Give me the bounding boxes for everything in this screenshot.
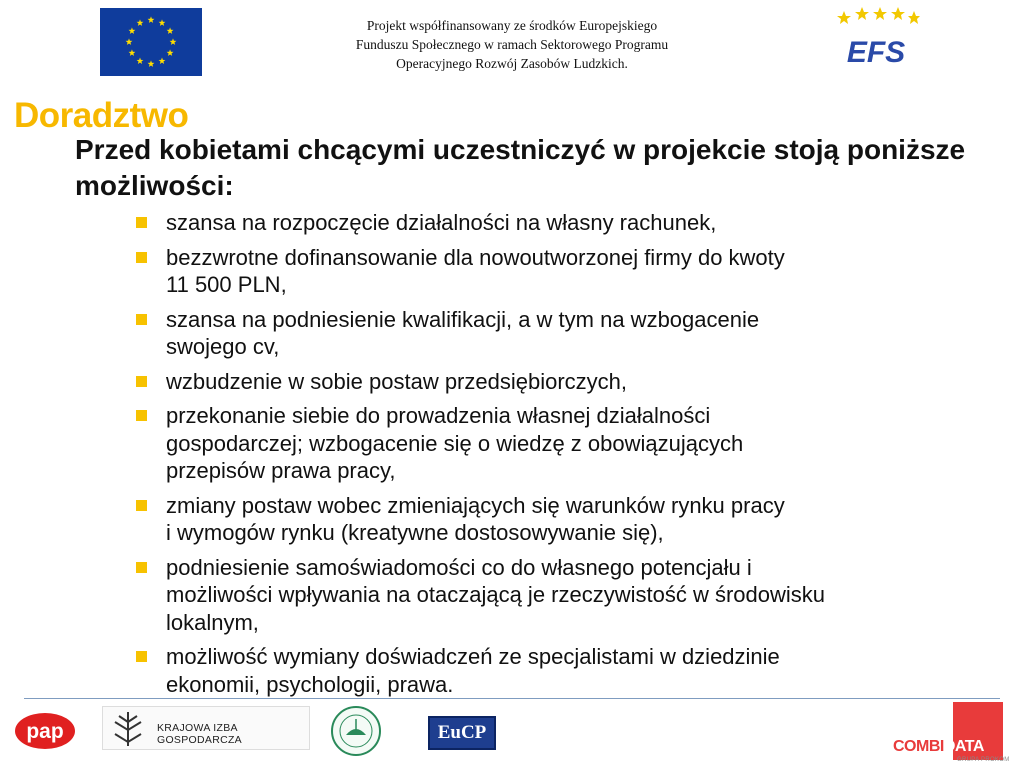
bullet-square-icon [136,376,147,387]
footer-divider [24,698,1000,699]
bullet-text: podniesienie samoświadomości co do własnego potencjału i możliwości wpływania na otaczającą je rzeczywistość w środowisku lokalnym, [166,554,826,635]
bullet-text: szansa na rozpoczęcie działalności na własny rachunek, [166,210,717,235]
combidata-logo-icon [893,702,1023,768]
bullet-item [130,554,1010,637]
bullet-text: przekonanie siebie do prowadzenia własnej działalności gospodarczej; wzbogacenie się o wiedzę z obowiązujących przepisów prawa pracy, [166,403,744,483]
bullet-text: bezzwrotne dofinansowanie dla nowoutworzonej firmy do kwoty 11 500 PLN, [166,244,785,297]
efs-logo-icon [832,6,920,70]
eu-flag-icon [100,8,202,76]
bullet-item [130,306,1010,361]
project-line-2: Funduszu Społecznego w ramach Sektorowego Programu [355,37,669,52]
bullet-text: szansa na podniesienie kwalifikacji, a w tym na wzbogacenie swojego cv, [166,306,760,359]
lead-text: Przed kobietami chcącymi uczestniczyć w projekcie stoją poniższe możliwości: [75,134,966,201]
slide-title: Doradztwo [14,96,189,135]
bullet-text: wzbudzenie w sobie postaw przedsiębiorczych, [166,368,628,394]
bullet-square-icon [136,217,147,228]
bullet-item [130,643,1010,698]
bullet-square-icon [136,651,147,662]
combidata-logo-text [893,738,984,756]
pap-logo-text: pap [26,720,64,743]
kig-logo-icon [102,706,310,750]
combidata-logo-subtitle: GRUPA PROKOM [957,757,1010,763]
project-line-1: Projekt współfinansowany ze środków Europejskiego [366,18,658,33]
eucp-logo-icon: EuCP [428,716,496,750]
opportunities-list [130,209,1010,705]
efs-logo-text: EFS [846,36,906,69]
kig-logo-text: KRAJOWA IZBA GOSPODARCZA [157,722,242,746]
bullet-item [130,368,1010,396]
seal-icon [330,705,382,757]
bullet-square-icon [136,562,147,573]
combi-word: COMBI [893,738,944,755]
bullet-square-icon [136,252,147,263]
bullet-text: możliwość wymiany doświadczeń ze specjalistami w dziedzinie ekonomii, psychologii, prawa. [166,644,780,697]
bullet-item [130,244,1010,299]
bullet-item [130,492,1010,547]
bullet-square-icon [136,500,147,511]
bullet-item [130,209,1010,237]
pap-logo-icon [14,712,76,750]
bullet-square-icon [136,314,147,325]
bullet-text: zmiany postaw wobec zmieniających się warunków rynku pracy i wymogów rynku (kreatywne dostosowywanie się), [166,492,785,545]
bullet-item [130,402,1010,485]
data-word: DATA [943,738,984,755]
project-funding-note [300,16,724,73]
bullet-square-icon [136,410,147,421]
project-line-3: Operacyjnego Rozwój Zasobów Ludzkich. [396,56,628,71]
